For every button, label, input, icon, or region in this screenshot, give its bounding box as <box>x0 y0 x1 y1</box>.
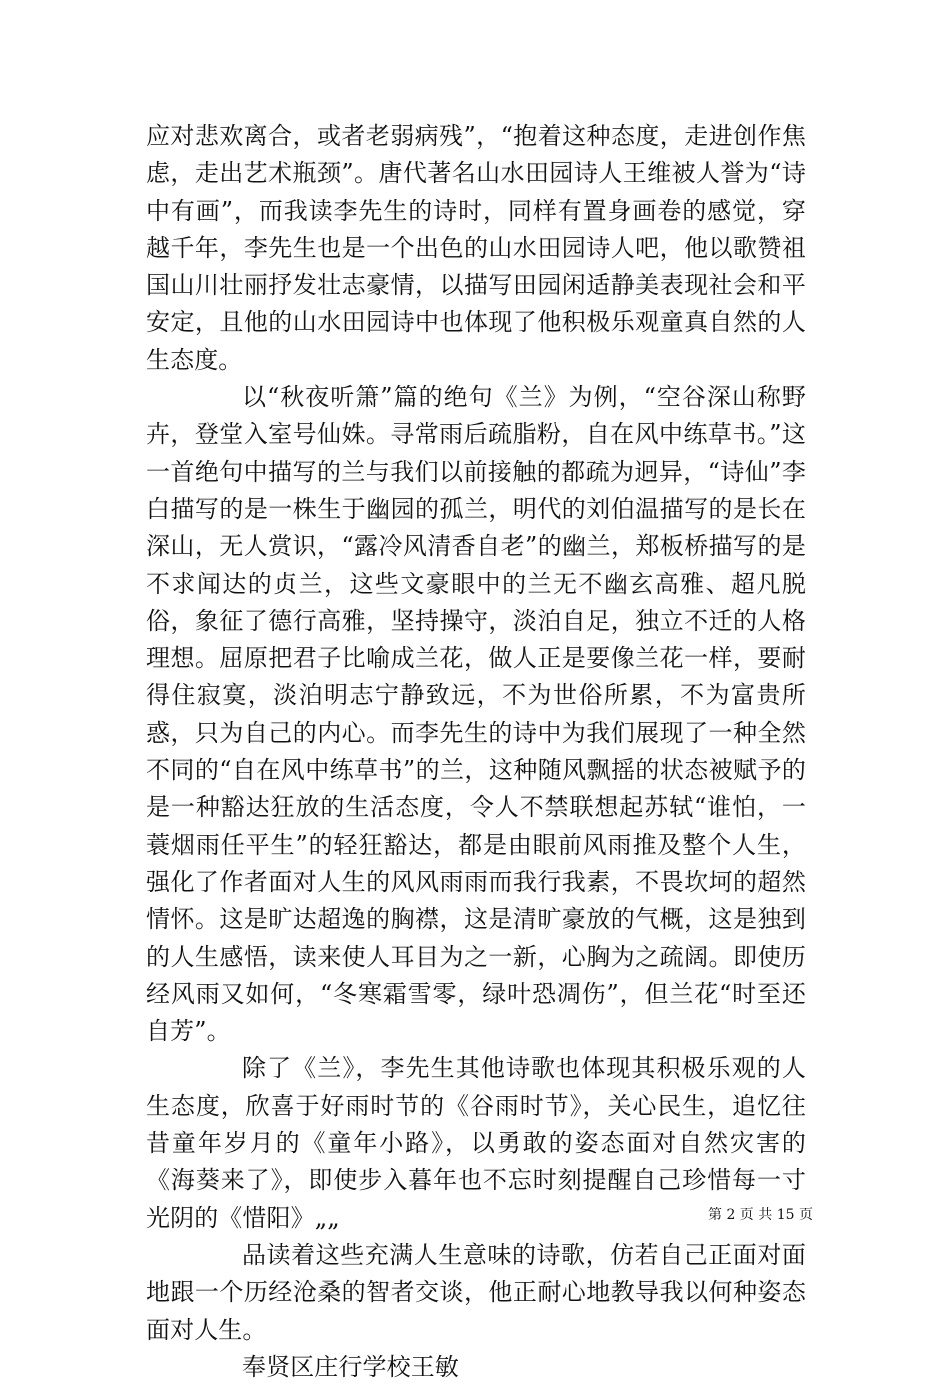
paragraph-orchid-analysis: 以“秋夜听箫”篇的绝句《兰》为例，“空谷深山称野卉，登堂入室号仙姝。寻常雨后疏脂粉，自在风中练草书。”这一首绝句中描写的兰与我们以前接触的都疏为迥异，“诗仙”李白描写的是一株生于幽园的孤兰，明代的刘伯温描写的是长在深山，无人赏识，“露冷风清香自老”的幽兰，郑板桥描写的是不求闻达的贞兰，这些文豪眼中的兰无不幽玄高雅、超凡脱俗，象征了德行高雅，坚持操守，淡泊自足，独立不迁的人格理想。屈原把君子比喻成兰花，做人正是要像兰花一样，要耐得住寂寞，淡泊明志宁静致远，不为世俗所累，不为富贵所惑，只为自己的内心。而李先生的诗中为我们展现了一种全然不同的“自在风中练草书”的兰，这种随风飘摇的状态被赋予的是一种豁达狂放的生活态度，令人不禁联想起苏轼“谁怕，一蓑烟雨任平生”的轻狂豁达，都是由眼前风雨推及整个人生，强化了作者面对人生的风风雨雨而我行我素，不畏坎坷的超然情怀。这是旷达超逸的胸襟，这是清旷豪放的气概，这是独到的人生感悟，读来使人耳目为之一新，心胸为之疏阔。即使历经风雨又如何，“冬寒霜雪零，绿叶恐凋伤”，但兰花“时至还自芳”。 <box>146 383 806 1046</box>
paragraph-other-poems: 除了《兰》，李先生其他诗歌也体现其积极乐观的人生态度，欣喜于好雨时节的《谷雨时节》，关心民生，追忆往昔童年岁月的《童年小路》，以勇敢的姿态面对自然灾害的《海葵来了》，即使步入暮年也不忘时刻提醒自己珍惜每一寸光阴的《惜阳》„„ <box>146 1054 806 1232</box>
paragraph-continuation: 应对悲欢离合，或者老弱病残”，“抱着这种态度，走进创作焦虑，走出艺术瓶颈”。唐代著名山水田园诗人王维被人誉为“诗中有画”，而我读李先生的诗时，同样有置身画卷的感觉，穿越千年，李先生也是一个出色的山水田园诗人吧，他以歌赞祖国山川壮丽抒发壮志豪情，以描写田园闲适静美表现社会和平安定，且他的山水田园诗中也体现了他积极乐观童真自然的人生态度。 <box>146 122 806 374</box>
paragraph-reflection: 品读着这些充满人生意味的诗歌，仿若自己正面对面地跟一个历经沧桑的智者交谈，他正耐心地教导我以何种姿态面对人生。 <box>146 1240 806 1344</box>
document-body <box>146 118 806 1386</box>
page-number-footer: 第 2 页 共 15 页 <box>708 1207 813 1223</box>
author-signature: 奉贤区庄行学校王敏 <box>242 1352 459 1381</box>
